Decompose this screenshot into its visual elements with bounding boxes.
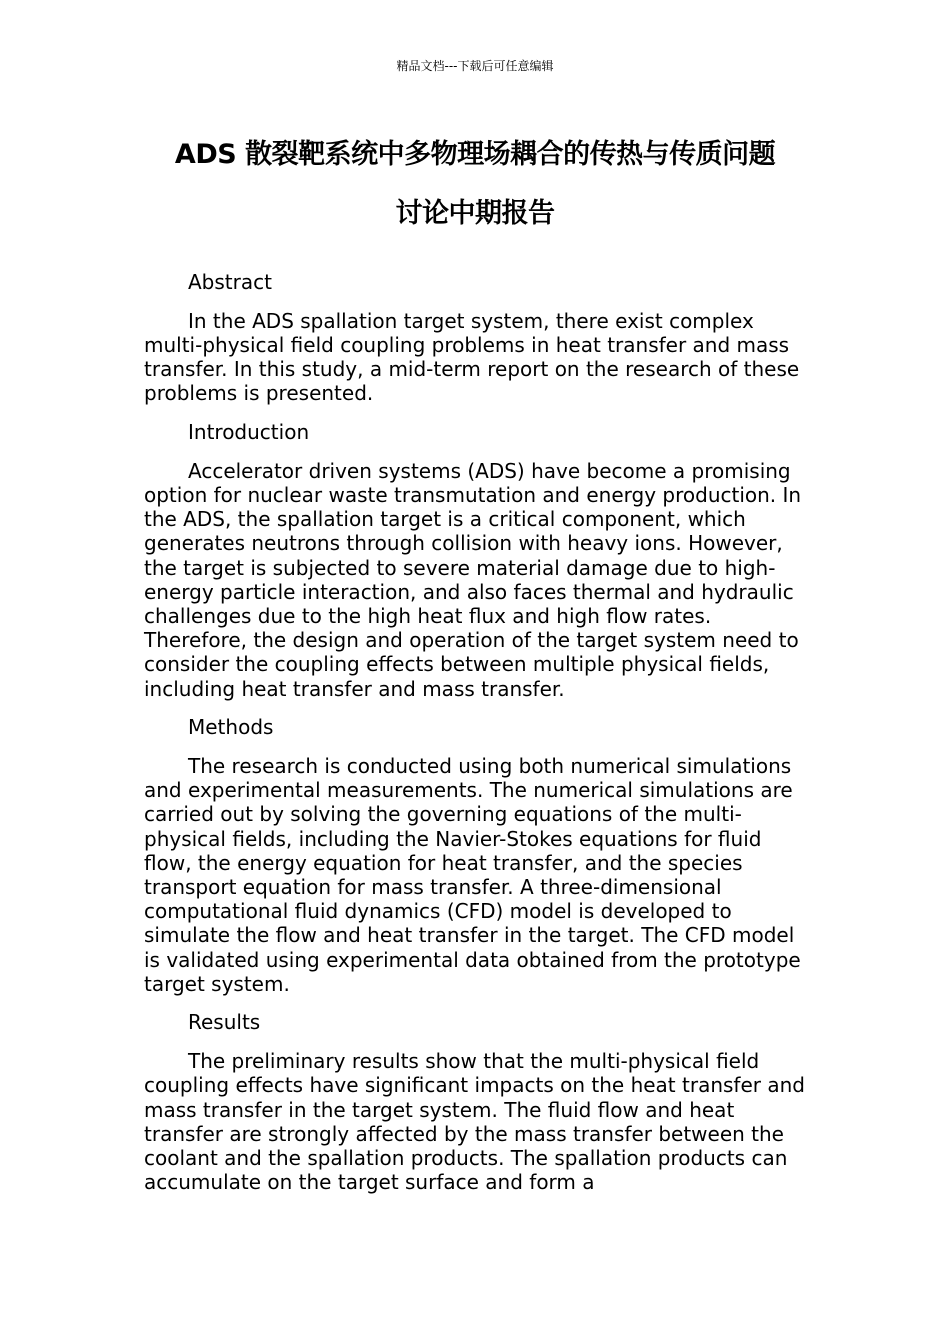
section-heading-methods: Methods [188,715,274,740]
section-body-methods: The research is conducted using both numerical simulations and experimental measurements. The numerical simulations are carried out by solving the governing equations of the multi-physical fields, including the Navier-Stokes equations for fluid flow, the energy equation for heat transfer, and the species transport equation for mass transfer. A three-dimensional computational fluid dynamics (CFD) model is developed to simulate the flow and heat transfer in the target. The CFD model is validated using experimental data obtained from the prototype target system. [144,753,801,996]
document-title-line-2: 讨论中期报告 [395,198,555,229]
section-heading-introduction: Introduction [188,420,310,445]
section-heading-results: Results [188,1010,261,1035]
section-body-results: The preliminary results show that the multi-physical field coupling effects have significant impacts on the heat transfer and mass transfer in the target system. The fluid flow and heat transfer are strongly affected by the mass transfer between the coolant and the spallation products. The spallation products can accumulate on the target surface and form a [144,1049,805,1195]
document-title-line-1: ADS 散裂靶系统中多物理场耦合的传热与传质问题 [174,139,776,170]
section-body-abstract: In the ADS spallation target system, there exist complex multi-physical field coupling problems in heat transfer and mass transfer. In this study, a mid-term report on the research of these problems is presented. [144,308,800,406]
section-heading-abstract: Abstract [188,270,272,294]
section-body-introduction: Accelerator driven systems (ADS) have become a promising option for nuclear waste transmutation and energy production. In the ADS, the spallation target is a critical component, which generates neutrons through collision with heavy ions. However, the target is subjected to severe material damage due to high-energy particle interaction, and also faces thermal and hydraulic challenges due to the high heat flux and high flow rates. Therefore, the design and operation of the target system need to consider the coupling effects between multiple physical fields, including heat transfer and mass transfer. [144,458,802,701]
document-body [144,270,808,1209]
page-header-note: 精品文档---下载后可任意编辑 [396,59,554,73]
